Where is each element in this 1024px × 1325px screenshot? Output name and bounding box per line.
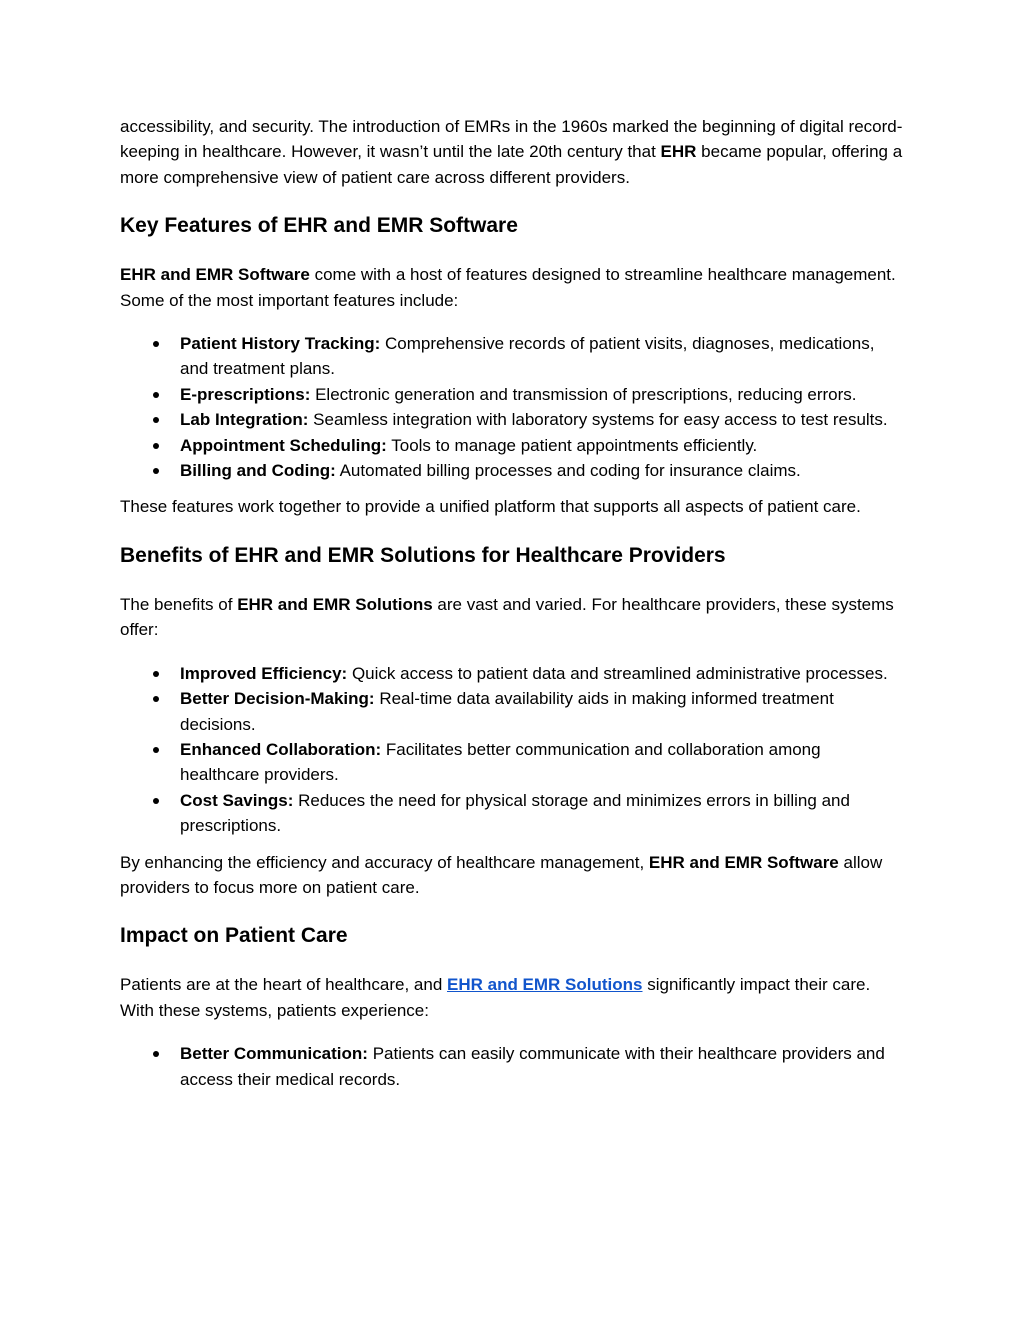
bold-text-run: EHR and EMR Software [120, 265, 310, 285]
impact-intro-paragraph [120, 972, 904, 1023]
impact-list [120, 1041, 904, 1092]
bold-text-run: Better Decision-Making: [180, 689, 375, 709]
text-run: Patients can easily communicate with their healthcare providers and access their medical records. [180, 1044, 885, 1089]
ehr-emr-solutions-link[interactable]: EHR and EMR Solutions [447, 975, 643, 995]
benefits-list [120, 661, 904, 839]
text-run: allow providers to focus more on patient care. [120, 852, 883, 897]
bullet-icon [153, 671, 159, 677]
text-run: come with a host of features designed to streamline healthcare management. Some of the most important features include: [120, 265, 896, 310]
key-features-list [120, 331, 904, 483]
bullet-icon [153, 1051, 159, 1057]
text-run: Key Features of EHR and EMR Software [120, 214, 518, 238]
text-run: Patients are at the heart of healthcare, and [120, 975, 447, 995]
text-run: Tools to manage patient appointments efficiently. [386, 435, 758, 455]
list-item [120, 737, 904, 788]
list-item [120, 331, 904, 382]
list-item [120, 788, 904, 839]
bold-text-run: Billing and Coding: [180, 461, 336, 481]
heading-impact [120, 922, 904, 950]
text-run: Automated billing processes and coding for insurance claims. [335, 461, 801, 481]
bold-text-run: EHR and EMR Solutions [237, 594, 433, 614]
text-run: The benefits of [120, 594, 238, 614]
bold-text-run: EHR and EMR Software [648, 852, 839, 872]
bold-text-run: Enhanced Collaboration: [180, 739, 382, 759]
bold-text-run: E-prescriptions: [180, 384, 311, 404]
text-run: Comprehensive records of patient visits, diagnoses, medications, and treatment plans. [180, 334, 875, 379]
list-item [120, 382, 904, 407]
text-run: Seamless integration with laboratory systems for easy access to test results. [308, 410, 888, 430]
bullet-icon [153, 798, 159, 804]
bold-text-run: EHR [660, 142, 697, 162]
text-run: By enhancing the efficiency and accuracy of healthcare management, [120, 852, 649, 872]
bold-text-run: Cost Savings: [180, 790, 294, 810]
heading-benefits [120, 542, 904, 570]
bold-text-run: Patient History Tracking: [180, 334, 381, 354]
list-item [120, 686, 904, 737]
features-summary-paragraph [120, 494, 904, 519]
bullet-icon [153, 747, 159, 753]
list-item [120, 458, 904, 483]
bold-text-run: Appointment Scheduling: [180, 435, 387, 455]
bullet-icon [153, 443, 159, 449]
text-run: Reduces the need for physical storage and minimizes errors in billing and prescriptions. [180, 790, 850, 836]
text-run: significantly impact their care. With these systems, patients experience: [120, 975, 871, 1020]
bullet-icon [153, 696, 159, 702]
document-content [120, 114, 904, 1092]
heading-key-features [120, 212, 904, 240]
text-run: Benefits of EHR and EMR Solutions for Healthcare Providers [120, 543, 726, 567]
benefits-intro-paragraph [120, 592, 904, 643]
key-features-intro-paragraph [120, 262, 904, 313]
text-run: Facilitates better communication and collaboration among healthcare providers. [180, 739, 821, 785]
bold-text-run: Improved Efficiency: [180, 663, 348, 683]
list-item [120, 433, 904, 458]
text-run: are vast and varied. For healthcare providers, these systems offer: [120, 594, 894, 640]
text-run: accessibility, and security. The introduction of EMRs in the 1960s marked the beginning of digital record-keeping in healthcare. However, it wasn’t until the late 20th century that [120, 117, 903, 162]
bullet-icon [153, 417, 159, 423]
list-item [120, 661, 904, 686]
benefits-summary-paragraph [120, 850, 904, 901]
bullet-icon [153, 468, 159, 474]
text-run: became popular, offering a more comprehensive view of patient care across different providers. [120, 142, 903, 187]
text-run: Impact on Patient Care [120, 924, 348, 948]
intro-paragraph [120, 114, 904, 190]
bold-text-run: Better Communication: [180, 1044, 368, 1064]
bullet-icon [153, 341, 159, 347]
bold-text-run: Lab Integration: [180, 410, 309, 430]
list-item [120, 407, 904, 432]
text-run: These features work together to provide a unified platform that supports all aspects of patient care. [120, 497, 861, 517]
text-run: Electronic generation and transmission of prescriptions, reducing errors. [310, 384, 857, 404]
text-run: Real-time data availability aids in making informed treatment decisions. [180, 689, 834, 734]
bullet-icon [153, 392, 159, 398]
text-run: Quick access to patient data and streamlined administrative processes. [347, 663, 888, 683]
list-item [120, 1041, 904, 1092]
